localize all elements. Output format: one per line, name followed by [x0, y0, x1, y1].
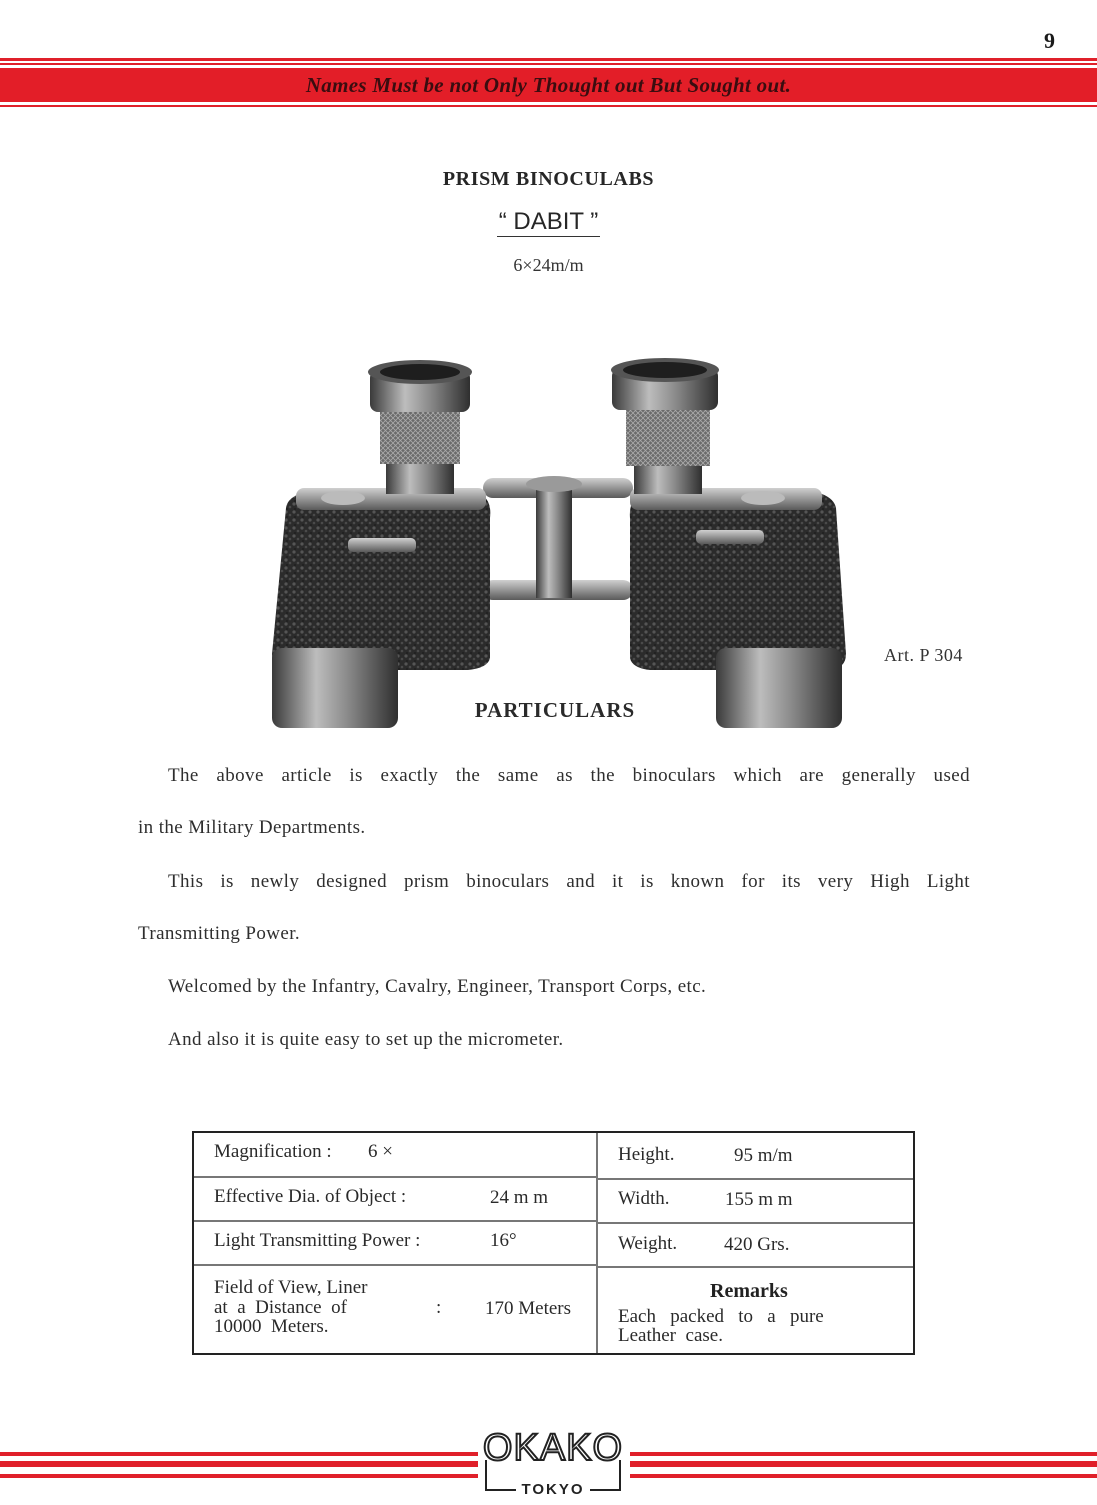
width-label: Width. [618, 1188, 670, 1209]
footer-rule-right-3 [630, 1474, 1097, 1478]
paragraph-1-line-2: in the Military Departments. [138, 817, 366, 838]
okako-logo [478, 1418, 628, 1498]
table-rule-right-3 [598, 1266, 913, 1268]
banner-rule-bottom [0, 105, 1097, 107]
page-number: 9 [1044, 28, 1055, 53]
product-spec: 6×24m/m [513, 255, 584, 275]
footer-rule-right-1 [630, 1452, 1097, 1456]
paragraph-2 [138, 856, 970, 960]
fov-colon: : [436, 1297, 442, 1318]
height-value: 95 m/m [734, 1145, 793, 1166]
remarks-line-2: Leather case. [618, 1325, 723, 1346]
table-rule-left-2 [194, 1220, 596, 1222]
footer-rule-left-1 [0, 1452, 478, 1456]
logo-city: TOKYO [521, 1481, 585, 1498]
paragraph-3: Welcomed by the Infantry, Cavalry, Engineer, Transport Corps, etc. [168, 976, 707, 997]
height-label: Height. [618, 1144, 675, 1165]
table-rule-right-2 [598, 1222, 913, 1224]
magnification-value: 6 × [368, 1141, 393, 1162]
footer-rule-left-2 [0, 1461, 478, 1467]
fov-line-2: at a Distance of [214, 1297, 347, 1318]
banner-rule-top [0, 58, 1097, 61]
table-rule-left-1 [194, 1176, 596, 1178]
binoculars-photo [268, 358, 848, 730]
width-value: 155 m m [725, 1189, 793, 1210]
fov-value: 170 Meters [485, 1298, 572, 1319]
dia-label: Effective Dia. of Object : [214, 1186, 407, 1207]
remarks-title: Remarks [710, 1280, 788, 1302]
product-category: PRISM BINOCULABS [442, 168, 655, 190]
weight-label: Weight. [618, 1233, 678, 1254]
slogan-text: Names Must be not Only Thought out But Sought out. [305, 72, 792, 97]
magnification-label: Magnification : [214, 1141, 332, 1162]
remarks-line-1: Each packed to a pure [618, 1306, 824, 1327]
section-heading: PARTICULARS [474, 698, 636, 722]
banner-rule-top-2 [0, 63, 1097, 65]
table-rule-left-3 [194, 1264, 596, 1266]
fov-line-1: Field of View, Liner [214, 1277, 368, 1298]
logo-text: OKAKO [482, 1427, 624, 1469]
paragraph-4: And also it is quite easy to set up the micrometer. [168, 1029, 564, 1050]
ltp-label: Light Transmitting Power : [214, 1230, 421, 1251]
fov-line-3: 10000 Meters. [214, 1316, 329, 1337]
article-number: Art. P 304 [884, 645, 963, 665]
footer-rule-right-2 [630, 1461, 1097, 1467]
product-model [0, 208, 1097, 236]
product-model-name: “ DABIT ” [498, 208, 599, 235]
table-rule-right-1 [598, 1178, 913, 1180]
paragraph-2-line-2: Transmitting Power. [138, 923, 301, 944]
slogan-banner [0, 68, 1097, 102]
ltp-value: 16° [490, 1230, 517, 1251]
paragraph-1-line-1: The above article is exactly the same as the binoculars which are generally used [168, 765, 970, 786]
weight-value: 420 Grs. [724, 1234, 790, 1255]
footer-rule-left-3 [0, 1474, 478, 1478]
specs-table-divider [596, 1133, 598, 1353]
paragraph-1 [138, 750, 970, 854]
paragraph-2-line-1: This is newly designed prism binoculars and it is known for its very High Light [168, 871, 970, 892]
dia-value: 24 m m [490, 1187, 549, 1208]
